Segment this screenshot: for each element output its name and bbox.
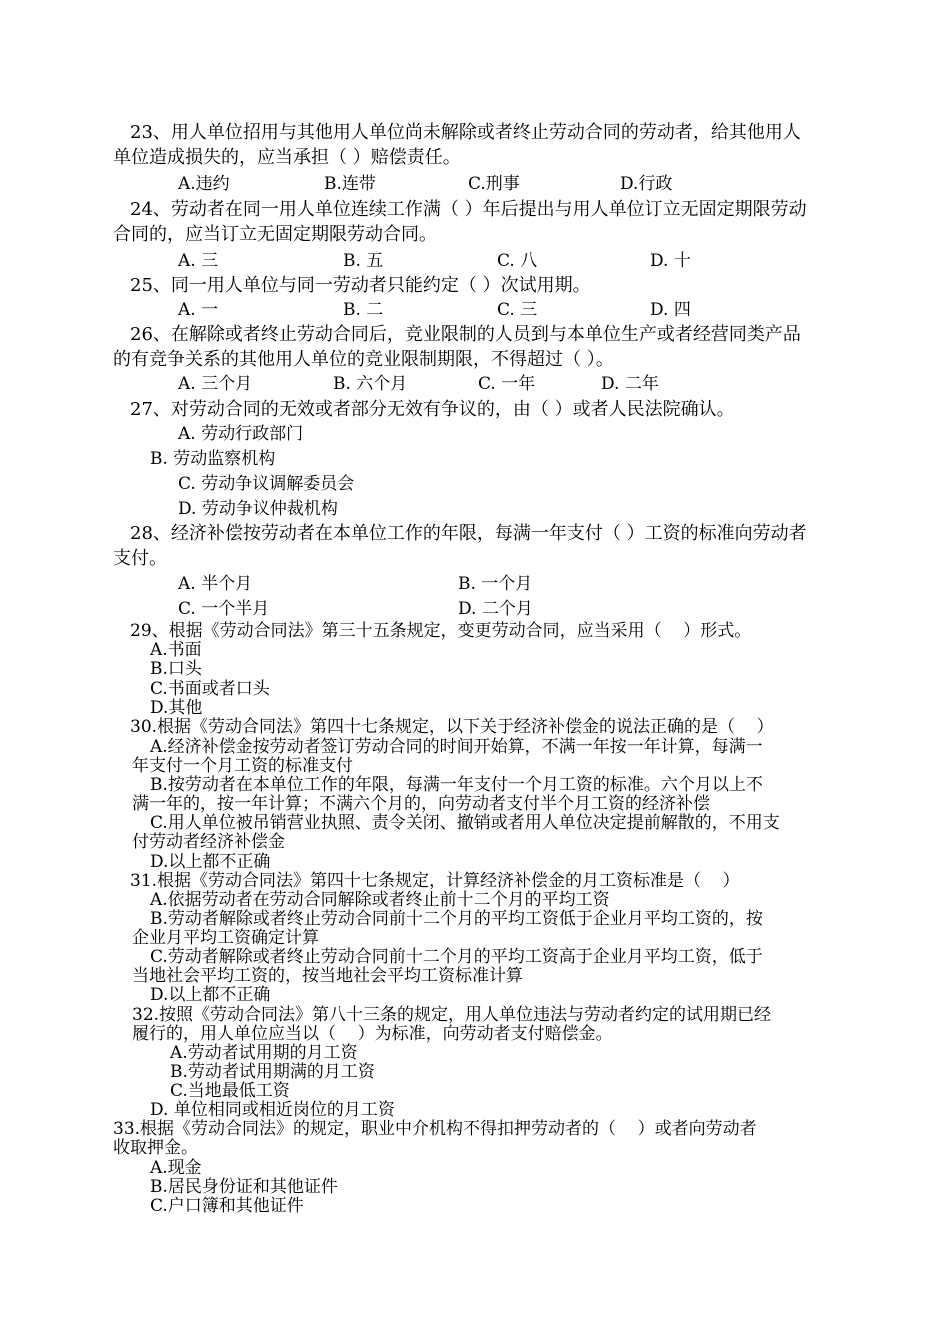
q27-option-b: B. 劳动监察机构 <box>150 449 276 469</box>
q33-option-a: A.现金 <box>150 1158 202 1178</box>
q24-option-b: B. 五 <box>343 251 384 271</box>
q23-option-b: B.连带 <box>324 174 376 194</box>
q31-option-b-line-1: B.劳动者解除或者终止劳动合同前十二个月的平均工资低于企业月平均工资的，按 <box>150 909 763 929</box>
q31-option-c-line-1: C.劳动者解除或者终止劳动合同前十二个月的平均工资高于企业月平均工资，低于 <box>150 947 763 967</box>
q33-option-b: B.居民身份证和其他证件 <box>150 1177 338 1197</box>
q29-option-b: B.口头 <box>150 659 202 679</box>
q30-option-b-line-2: 满一年的，按一年计算；不满六个月的，向劳动者支付半个月工资的经济补偿 <box>132 794 710 814</box>
q31-option-c-line-2: 当地社会平均工资的，按当地社会平均工资标准计算 <box>132 966 523 986</box>
q28-option-c: C. 一个半月 <box>178 599 270 619</box>
question-32-line-1: 32.按照《劳动合同法》第八十三条的规定，用人单位违法与劳动者约定的试用期已经 <box>132 1005 772 1025</box>
q23-option-a: A.违约 <box>178 174 230 194</box>
q31-option-a: A.依据劳动者在劳动合同解除或者终止前十二个月的平均工资 <box>150 890 610 910</box>
q27-option-a: A. 劳动行政部门 <box>178 424 304 444</box>
question-31: 31.根据《劳动合同法》第四十七条规定，计算经济补偿金的月工资标准是（ ） <box>130 871 740 891</box>
q29-option-a: A.书面 <box>150 640 202 660</box>
q32-option-a: A.劳动者试用期的月工资 <box>170 1043 358 1063</box>
question-25: 25、同一用人单位与同一劳动者只能约定（ ）次试用期。 <box>130 275 591 296</box>
q23-option-d: D.行政 <box>620 174 673 194</box>
q25-option-c: C. 三 <box>497 300 538 320</box>
q30-option-c-line-1: C.用人单位被吊销营业执照、责令关闭、撤销或者用人单位决定提前解散的，不用支 <box>150 813 780 833</box>
q25-option-a: A. 一 <box>178 300 219 320</box>
q28-option-b: B. 一个月 <box>458 574 533 594</box>
q26-option-d: D. 二年 <box>601 374 659 394</box>
q24-option-a: A. 三 <box>178 251 219 271</box>
q29-option-d: D.其他 <box>150 698 203 718</box>
q32-option-c: C.当地最低工资 <box>170 1081 290 1101</box>
question-32-line-2: 履行的，用人单位应当以（ ）为标准，向劳动者支付赔偿金。 <box>132 1024 613 1044</box>
q32-option-d: D. 单位相同或相近岗位的月工资 <box>150 1100 395 1120</box>
q31-option-b-line-2: 企业月平均工资确定计算 <box>132 928 319 948</box>
q30-option-b-line-1: B.按劳动者在本单位工作的年限，每满一年支付一个月工资的标准。六个月以上不 <box>150 775 763 795</box>
question-30: 30.根据《劳动合同法》第四十七条规定，以下关于经济补偿金的说法正确的是（ ） <box>130 717 774 737</box>
question-23-line-1: 23、用人单位招用与其他用人单位尚未解除或者终止劳动合同的劳动者，给其他用人 <box>130 122 801 143</box>
q27-option-c: C. 劳动争议调解委员会 <box>178 474 355 494</box>
question-26-line-2: 的有竞争关系的其他用人单位的竞业限制期限，不得超过（ ）。 <box>113 349 614 370</box>
q25-option-b: B. 二 <box>343 300 384 320</box>
q32-option-b: B.劳动者试用期满的月工资 <box>170 1062 375 1082</box>
q29-option-c: C.书面或者口头 <box>150 679 270 699</box>
question-26-line-1: 26、在解除或者终止劳动合同后，竞业限制的人员到与本单位生产或者经营同类产品 <box>130 324 801 345</box>
q24-option-c: C. 八 <box>497 251 538 271</box>
q26-option-c: C. 一年 <box>478 374 536 394</box>
q30-option-a-line-1: A.经济补偿金按劳动者签订劳动合同的时间开始算，不满一年按一年计算，每满一 <box>150 737 763 757</box>
q25-option-d: D. 四 <box>650 300 691 320</box>
question-24-line-2: 合同的，应当订立无固定期限劳动合同。 <box>113 224 437 245</box>
q24-option-d: D. 十 <box>650 251 691 271</box>
question-27: 27、对劳动合同的无效或者部分无效有争议的，由（ ）或者人民法院确认。 <box>130 399 735 420</box>
q31-option-d: D.以上都不正确 <box>150 985 271 1005</box>
question-33-line-2: 收取押金。 <box>113 1138 198 1158</box>
question-28-line-1: 28、经济补偿按劳动者在本单位工作的年限，每满一年支付（ ）工资的标准向劳动者 <box>130 523 807 544</box>
q26-option-a: A. 三个月 <box>178 374 253 394</box>
q23-option-c: C.刑事 <box>468 174 520 194</box>
q28-option-d: D. 二个月 <box>458 599 533 619</box>
q30-option-c-line-2: 付劳动者经济补偿金 <box>132 832 285 852</box>
q28-option-a: A. 半个月 <box>178 574 253 594</box>
question-28-line-2: 支付。 <box>113 548 167 569</box>
question-29: 29、根据《劳动合同法》第三十五条规定，变更劳动合同，应当采用（ ）形式。 <box>130 621 752 641</box>
q33-option-c: C.户口簿和其他证件 <box>150 1196 304 1216</box>
q30-option-d: D.以上都不正确 <box>150 852 271 872</box>
q26-option-b: B. 六个月 <box>333 374 408 394</box>
q27-option-d: D. 劳动争议仲裁机构 <box>178 499 338 519</box>
question-33-line-1: 33.根据《劳动合同法》的规定，职业中介机构不得扣押劳动者的（ ）或者向劳动者 <box>113 1119 757 1139</box>
question-23-line-2: 单位造成损失的，应当承担（ ）赔偿责任。 <box>113 147 461 168</box>
question-24-line-1: 24、劳动者在同一用人单位连续工作满（ ）年后提出与用人单位订立无固定期限劳动 <box>130 199 807 220</box>
q30-option-a-line-2: 年支付一个月工资的标准支付 <box>132 756 353 776</box>
